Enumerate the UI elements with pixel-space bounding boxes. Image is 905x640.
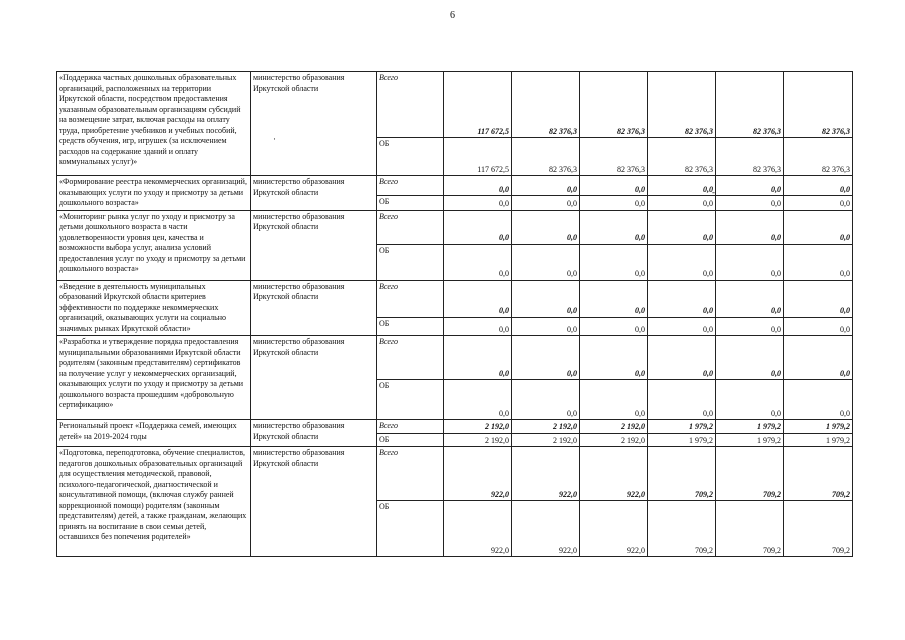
amount-ob-cell: 0,0	[512, 380, 580, 420]
responsible-agency: министерство образования Иркутской области	[251, 336, 377, 420]
funding-source-ob: ОБ	[377, 501, 444, 557]
amount-ob-cell: 0,0	[716, 380, 784, 420]
amount-total-cell: 0,0	[716, 210, 784, 244]
amount-total-cell: 0,0	[580, 210, 648, 244]
responsible-agency: министерство образования Иркутской области	[251, 72, 377, 176]
amount-ob-cell: 709,2	[716, 501, 784, 557]
amount-total-cell: 0,0	[444, 336, 512, 380]
amount-ob-cell: 0,0	[444, 196, 512, 210]
amount-ob-cell: 0,0	[784, 244, 853, 280]
amount-ob-cell: 0,0	[784, 317, 853, 336]
amount-ob-cell: 0,0	[784, 380, 853, 420]
amount-total-cell: 82 376,3	[784, 72, 853, 138]
scan-artifact: -	[712, 187, 715, 197]
funding-source-total: Всего	[377, 72, 444, 138]
funding-source-total: Всего	[377, 336, 444, 380]
program-total-row	[57, 176, 853, 196]
program-name: «Введение в деятельность муниципальных образований Иркутской области критериев эффективности по поддержке некоммерческих организаций, оказывающих услуги на социально значимых рынках Иркутской области»	[57, 280, 251, 336]
amount-ob-cell: 1 979,2	[784, 433, 853, 447]
amount-ob-cell: 0,0	[716, 244, 784, 280]
amount-total-cell: 82 376,3	[512, 72, 580, 138]
amount-total-cell: 0,0	[444, 176, 512, 196]
funding-source-ob: ОБ	[377, 317, 444, 336]
amount-total-cell: 117 672,5	[444, 72, 512, 138]
amount-total-cell: 0,0	[444, 210, 512, 244]
responsible-agency: министерство образования Иркутской области	[251, 176, 377, 211]
amount-ob-cell: 1 979,2	[716, 433, 784, 447]
amount-ob-cell: 0,0	[512, 317, 580, 336]
funding-source-ob: ОБ	[377, 380, 444, 420]
program-name: «Поддержка частных дошкольных образовательных организаций, расположенных на территории Иркутской области, посредством предоставления указанным образовательным организациям субсидий на возмещение затрат, включая расходы на оплату труда, приобретение учебников и учебных пособий, средств обучения, игр, игрушек (за исключением расходов на содержание зданий и оплату коммунальных услуг)»	[57, 72, 251, 176]
amount-ob-cell: 82 376,3	[648, 138, 716, 176]
amount-ob-cell: 2 192,0	[580, 433, 648, 447]
amount-total-cell: 0,0	[580, 176, 648, 196]
amount-total-cell: 0,0	[512, 210, 580, 244]
amount-total-cell: 2 192,0	[512, 420, 580, 434]
amount-ob-cell: 82 376,3	[512, 138, 580, 176]
amount-total-cell: 709,2	[784, 447, 853, 501]
program-total-row	[57, 447, 853, 501]
amount-total-cell: 1 979,2	[716, 420, 784, 434]
funding-source-ob: ОБ	[377, 138, 444, 176]
amount-ob-cell: 82 376,3	[784, 138, 853, 176]
amount-total-cell: 0,0	[648, 280, 716, 317]
amount-ob-cell: 0,0	[444, 244, 512, 280]
amount-ob-cell: 0,0	[444, 317, 512, 336]
funding-source-total: Всего	[377, 280, 444, 317]
amount-total-cell: 0,0	[648, 176, 716, 196]
amount-ob-cell: 82 376,3	[580, 138, 648, 176]
amount-total-cell: 922,0	[512, 447, 580, 501]
amount-total-cell: 922,0	[580, 447, 648, 501]
funding-source-total: Всего	[377, 176, 444, 196]
program-total-row	[57, 280, 853, 317]
program-total-row	[57, 336, 853, 380]
scan-artifact: ·	[273, 134, 276, 144]
funding-source-ob: ОБ	[377, 244, 444, 280]
amount-total-cell: 0,0	[580, 336, 648, 380]
amount-total-cell: 0,0	[784, 336, 853, 380]
amount-total-cell: 0,0	[512, 280, 580, 317]
amount-total-cell: 82 376,3	[716, 72, 784, 138]
amount-ob-cell: 117 672,5	[444, 138, 512, 176]
amount-ob-cell: 922,0	[444, 501, 512, 557]
amount-total-cell: 922,0	[444, 447, 512, 501]
amount-total-cell: 1 979,2	[784, 420, 853, 434]
amount-ob-cell: 0,0	[580, 196, 648, 210]
amount-total-cell: 709,2	[716, 447, 784, 501]
amount-ob-cell: 0,0	[716, 196, 784, 210]
amount-ob-cell: 0,0	[648, 380, 716, 420]
amount-total-cell: 0,0	[784, 210, 853, 244]
amount-total-cell: 0,0	[512, 336, 580, 380]
amount-ob-cell: 0,0	[716, 317, 784, 336]
amount-total-cell: 0,0	[716, 280, 784, 317]
amount-total-cell: 0,0	[716, 176, 784, 196]
amount-ob-cell: 709,2	[648, 501, 716, 557]
program-name: «Формирование реестра некоммерческих организаций, оказывающих услуги по уходу и присмотру за детьми дошкольного возраста»	[57, 176, 251, 211]
program-total-row	[57, 210, 853, 244]
amount-total-cell: 0,0	[648, 336, 716, 380]
program-name: «Мониторинг рынка услуг по уходу и присмотру за детьми дошкольного возраста в части удовлетворенности уровня цен, качества и возможности выбора услуг, анализа условий предоставления услуг по уходу и присмотру за детьми дошкольного возраста»	[57, 210, 251, 280]
funding-source-total: Всего	[377, 447, 444, 501]
amount-ob-cell: 82 376,3	[716, 138, 784, 176]
page-number: 6	[450, 10, 455, 21]
amount-ob-cell: 2 192,0	[512, 433, 580, 447]
funding-source-ob: ОБ	[377, 433, 444, 447]
amount-ob-cell: 0,0	[512, 244, 580, 280]
funding-source-total: Всего	[377, 420, 444, 434]
amount-ob-cell: 0,0	[580, 380, 648, 420]
responsible-agency: министерство образования Иркутской области	[251, 420, 377, 447]
funding-source-total: Всего	[377, 210, 444, 244]
amount-total-cell: 82 376,3	[648, 72, 716, 138]
amount-total-cell: 0,0	[580, 280, 648, 317]
amount-ob-cell: 0,0	[580, 317, 648, 336]
responsible-agency: министерство образования Иркутской области	[251, 210, 377, 280]
amount-total-cell: 1 979,2	[648, 420, 716, 434]
amount-total-cell: 0,0	[444, 280, 512, 317]
program-name: «Подготовка, переподготовка, обучение специалистов, педагогов дошкольных образовательных организаций для осуществления методической, правовой, психолого-педагогической, диагностической и консультативной помощи, (включая службу ранней коррекционной помощи) родителям (законным представителям) детей, а также гражданам, желающих принять на воспитание в свои семьи детей, оставшихся без попечения родителей»	[57, 447, 251, 557]
responsible-agency: министерство образования Иркутской области	[251, 280, 377, 336]
amount-total-cell: 0,0	[784, 176, 853, 196]
amount-ob-cell: 1 979,2	[648, 433, 716, 447]
amount-total-cell: 709,2	[648, 447, 716, 501]
amount-ob-cell: 922,0	[512, 501, 580, 557]
amount-total-cell: 0,0	[716, 336, 784, 380]
amount-total-cell: 0,0	[648, 210, 716, 244]
program-total-row	[57, 72, 853, 138]
amount-ob-cell: 0,0	[580, 244, 648, 280]
program-name: Региональный проект «Поддержка семей, имеющих детей» на 2019-2024 годы	[57, 420, 251, 447]
amount-ob-cell: 0,0	[648, 244, 716, 280]
amount-ob-cell: 0,0	[784, 196, 853, 210]
amount-total-cell: 0,0	[784, 280, 853, 317]
program-name: «Разработка и утверждение порядка предоставления муниципальными образованиями Иркутской области родителям (законным представителям) сертификатов на получение услуг у некоммерческих организаций, оказывающих услуги по уходу и присмотру за детьми дошкольного возраста прошедшим «добровольную сертификацию»	[57, 336, 251, 420]
program-total-row	[57, 420, 853, 434]
amount-ob-cell: 0,0	[648, 317, 716, 336]
amount-total-cell: 2 192,0	[580, 420, 648, 434]
funding-source-ob: ОБ	[377, 196, 444, 210]
amount-total-cell: 0,0	[512, 176, 580, 196]
table-body	[57, 72, 853, 557]
amount-total-cell: 82 376,3	[580, 72, 648, 138]
amount-ob-cell: 922,0	[580, 501, 648, 557]
amount-total-cell: 2 192,0	[444, 420, 512, 434]
amount-ob-cell: 0,0	[648, 196, 716, 210]
responsible-agency: министерство образования Иркутской области	[251, 447, 377, 557]
budget-table	[56, 71, 853, 557]
amount-ob-cell: 0,0	[444, 380, 512, 420]
amount-ob-cell: 709,2	[784, 501, 853, 557]
amount-ob-cell: 0,0	[512, 196, 580, 210]
amount-ob-cell: 2 192,0	[444, 433, 512, 447]
